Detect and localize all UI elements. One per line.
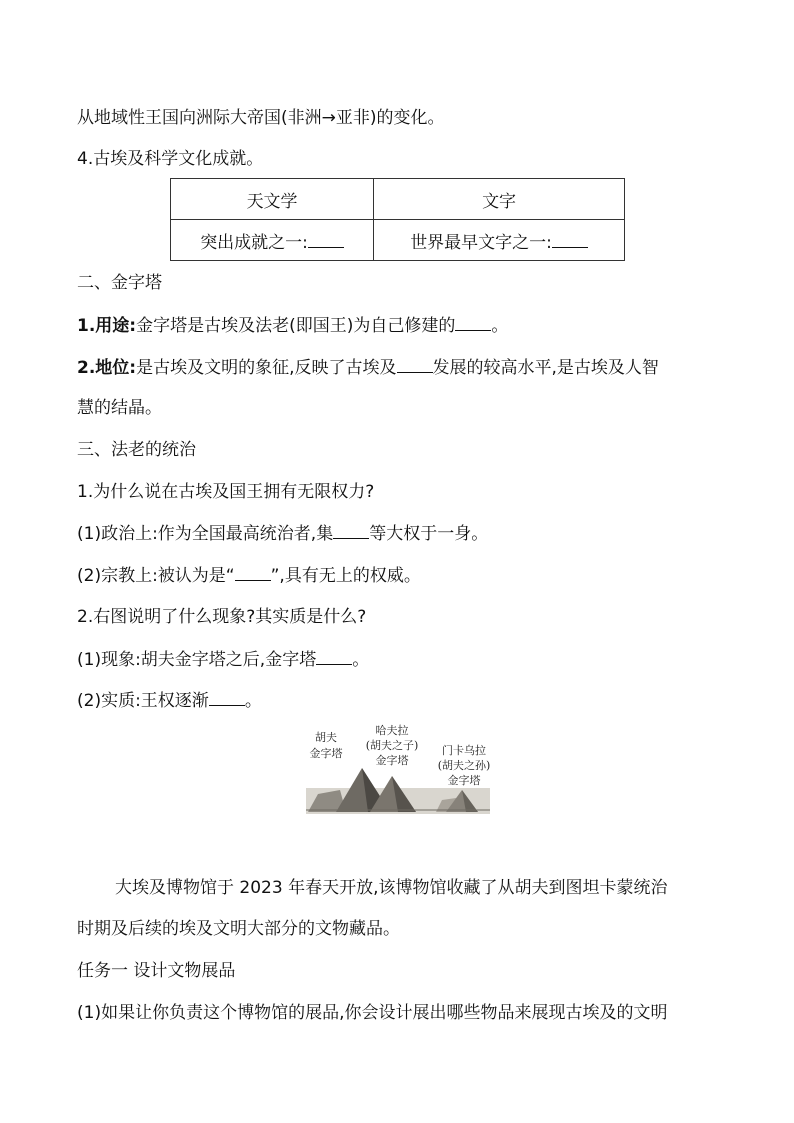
text: 。 bbox=[352, 650, 370, 670]
text: 金字塔是古埃及法老(即国王)为自己修建的 bbox=[136, 316, 456, 336]
label-status: 2.地位: bbox=[77, 358, 137, 378]
answer-blank[interactable] bbox=[308, 231, 344, 248]
science-achievement-table bbox=[170, 178, 625, 261]
cell-text: 世界最早文字之一: bbox=[410, 232, 552, 253]
answer-blank[interactable] bbox=[455, 314, 491, 331]
table-header-writing: 文字 bbox=[374, 179, 625, 220]
table-header-astronomy: 天文学 bbox=[171, 179, 374, 220]
text: (2)实质:王权逐渐 bbox=[77, 691, 209, 711]
text-line bbox=[77, 314, 508, 337]
paragraph-line: 时期及后续的埃及文明大部分的文物藏品。 bbox=[77, 919, 400, 939]
text: ”,具有无上的权威。 bbox=[270, 566, 421, 586]
text: (1)政治上:作为全国最高统治者,集 bbox=[77, 524, 334, 544]
menkaure-label: 门卡乌拉 bbox=[442, 744, 486, 757]
table-cell-astronomy bbox=[171, 220, 374, 261]
text: 等大权于一身。 bbox=[369, 524, 489, 544]
text: 是古埃及文明的象征,反映了古埃及 bbox=[136, 358, 397, 378]
answer-blank[interactable] bbox=[552, 231, 588, 248]
section-heading: 二、金字塔 bbox=[77, 273, 162, 293]
task-question: (1)如果让你负责这个博物馆的展品,你会设计展出哪些物品来展现古埃及的文明 bbox=[77, 1003, 668, 1023]
khafre-label: 哈夫拉 bbox=[375, 724, 409, 737]
khufu-label: 金字塔 bbox=[309, 747, 343, 760]
text: 。 bbox=[491, 316, 509, 336]
answer-blank[interactable] bbox=[397, 356, 433, 373]
pyramids-figure bbox=[306, 722, 490, 814]
label-use: 1.用途: bbox=[77, 316, 137, 336]
question: 2.右图说明了什么现象?其实质是什么? bbox=[77, 607, 367, 627]
text-line bbox=[77, 522, 488, 545]
text: 。 bbox=[244, 691, 262, 711]
text-line: 从地域性王国向洲际大帝国(非洲→亚非)的变化。 bbox=[77, 108, 445, 128]
section-heading: 4.古埃及科学文化成就。 bbox=[77, 149, 264, 169]
text-line: 慧的结晶。 bbox=[77, 398, 162, 418]
answer-blank[interactable] bbox=[333, 522, 369, 539]
menkaure-label: (胡夫之孙) bbox=[437, 759, 490, 772]
answer-blank[interactable] bbox=[209, 689, 245, 706]
khafre-label: (胡夫之子) bbox=[365, 739, 419, 752]
text: (1)现象:胡夫金字塔之后,金字塔 bbox=[77, 650, 317, 670]
answer-blank[interactable] bbox=[235, 564, 271, 581]
khafre-label: 金字塔 bbox=[375, 754, 409, 767]
question: 1.为什么说在古埃及国王拥有无限权力? bbox=[77, 482, 375, 502]
text-line bbox=[77, 648, 369, 671]
cell-text: 突出成就之一: bbox=[200, 232, 308, 253]
text-line bbox=[77, 564, 421, 587]
paragraph-line: 大埃及博物馆于 2023 年春天开放,该博物馆收藏了从胡夫到图坦卡蒙统治 bbox=[115, 878, 668, 898]
text: (2)宗教上:被认为是“ bbox=[77, 566, 235, 586]
text: 发展的较高水平,是古埃及人智 bbox=[432, 358, 659, 378]
text-line bbox=[77, 689, 262, 712]
menkaure-label: 金字塔 bbox=[447, 774, 481, 787]
task-heading: 任务一 设计文物展品 bbox=[77, 961, 236, 981]
khufu-label: 胡夫 bbox=[315, 731, 337, 744]
table-cell-writing bbox=[374, 220, 625, 261]
text-line bbox=[77, 356, 659, 379]
section-heading: 三、法老的统治 bbox=[77, 440, 196, 460]
answer-blank[interactable] bbox=[316, 648, 352, 665]
